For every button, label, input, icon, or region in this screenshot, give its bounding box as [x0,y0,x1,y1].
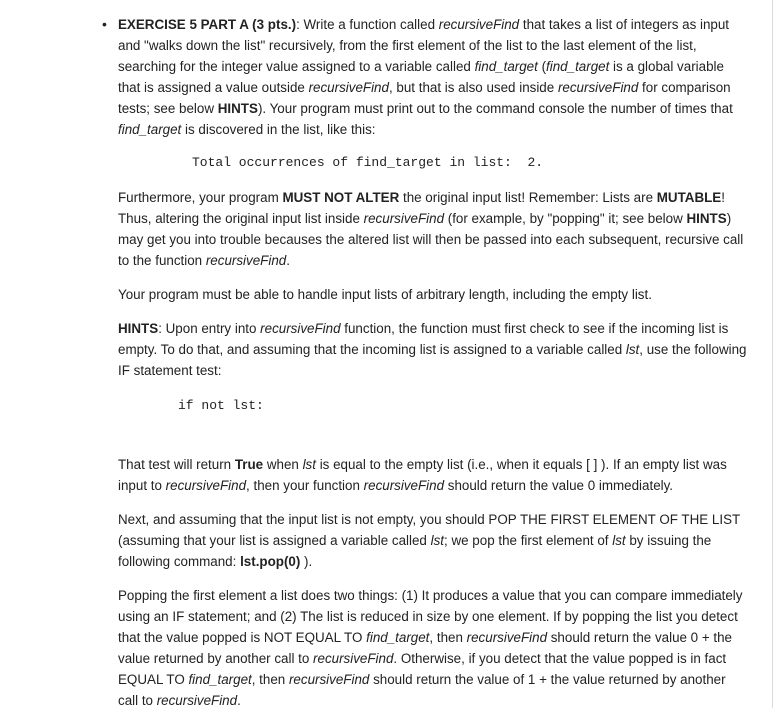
paragraph-empty-test: That test will return True when lst is equal to the empty list (i.e., when it equals [ ] ). If an empty list was input to recursiveFind, then your function recursiveFind should return the value 0 immediately. [118,457,727,493]
exercise-title: EXERCISE 5 PART A (3 pts.) [118,17,297,32]
paragraph-pop-first: Next, and assuming that the input list is not empty, you should POP THE FIRST ELEMENT OF THE LIST (assuming that your list is assigned a variable called lst; we pop the first element of lst by issuing the following command: lst.pop(0) ). [118,512,740,569]
exercise-intro-paragraph: EXERCISE 5 PART A (3 pts.): Write a function called recursiveFind that takes a list of integers as input and "walks down the list" recursively, from the first element of the list to the last element of the list, searching for the integer value assigned to a variable called find_target (find_target is a global variable that is assigned a value outside recursiveFind, but that is also used inside recursiveFind for comparison tests; see below HINTS). Your program must print out to the command console the number of times that find_target is discovered in the list, like this: [118,17,733,137]
exercise-bullet-item [92,14,748,140]
paragraph-hints: HINTS: Upon entry into recursiveFind function, the function must first check to see if the incoming list is empty. To do that, and assuming that the incoming list is assigned to a variable called lst, use the following IF statement test: [118,321,747,378]
bullet-icon: • [102,16,107,32]
paragraph-mutable-warning: Furthermore, your program MUST NOT ALTER the original input list! Remember: Lists are MUTABLE! Thus, altering the original input list inside recursiveFind (for example, by "popping" it; see below HINTS) may get you into trouble becauses the altered list will then be passed into each subsequent, recursive call to the function recursiveFind. [118,190,744,268]
code-sample-output: Total occurrences of find_target in list: 2. [192,155,544,170]
code-if-statement: if not lst: [178,398,264,413]
exercise-content [102,14,748,711]
paragraph-list-length: Your program must be able to handle input lists of arbitrary length, including the empty list. [118,287,652,302]
paragraph-popping-explained: Popping the first element a list does two things: (1) It produces a value that you can compare immediately using an IF statement; and (2) The list is reduced in size by one element. If by popping the list you detect that the value popped is NOT EQUAL TO find_target, then recursiveFind should return the value 0 + the value returned by another call to recursiveFind. Otherwise, if you detect that the value popped is in fact EQUAL TO find_target, then recursiveFind should return the value of 1 + the value returned by another call to recursiveFind. [118,588,743,708]
